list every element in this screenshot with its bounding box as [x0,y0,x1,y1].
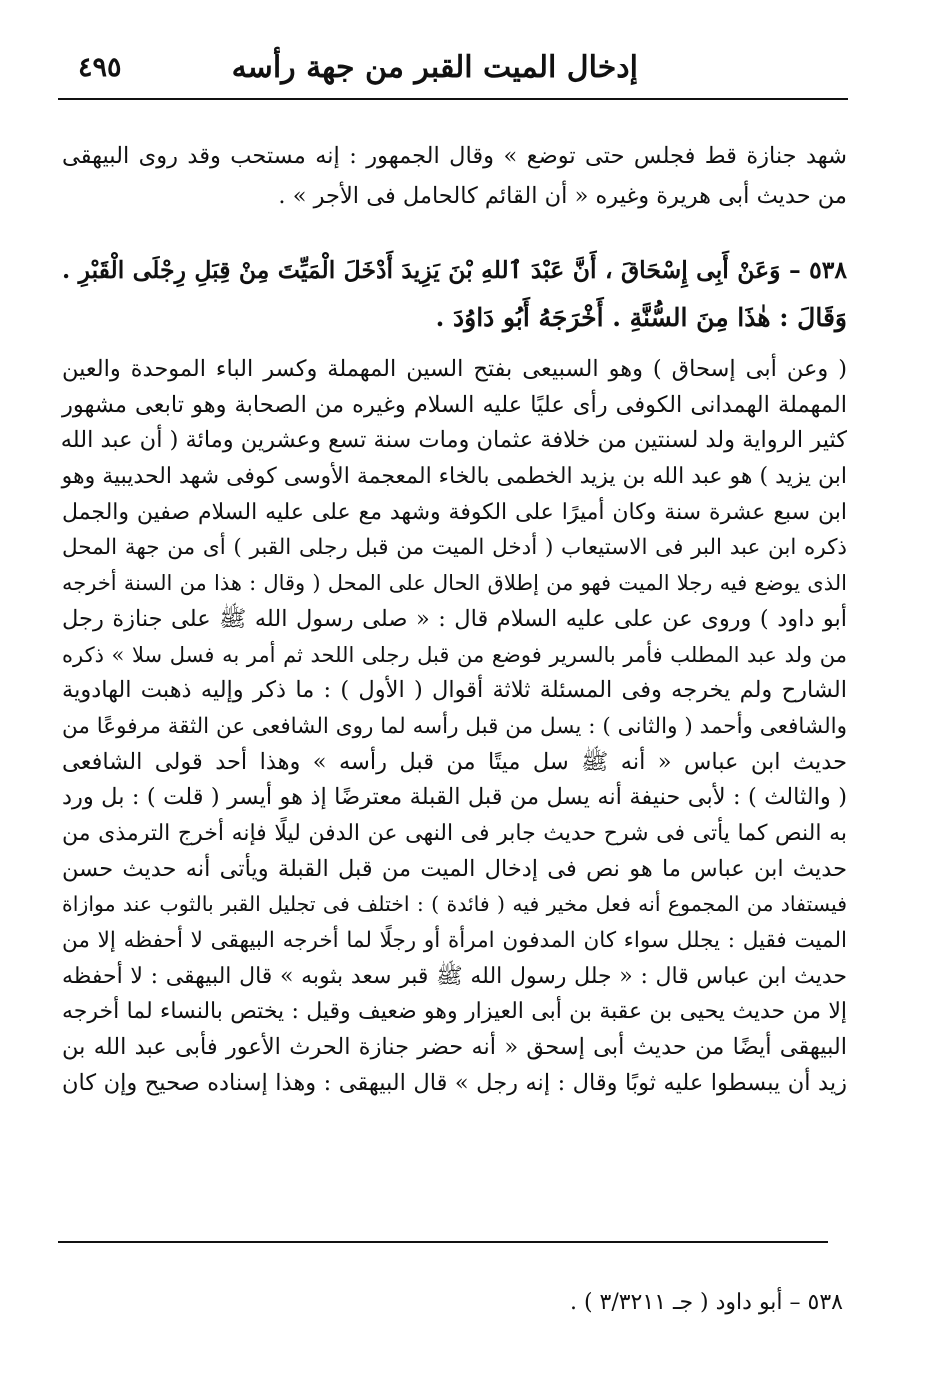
running-header [58,46,848,96]
commentary-line: والشافعى وأحمد ( والثانى ) : يسل من قبل رأسه لما روى الشافعى عن الثقة مرفوعًا من [62,713,847,739]
commentary-line: إلا من حديث يحيى بن عقبة بن أبى العيزار وهو ضعيف وقيل : يختص بالنساء لما أخرجه [62,999,847,1025]
chapter-title: إدخال الميت القبر من جهة رأسه [231,50,638,85]
commentary-line: فيستفاد من المجموع أنه فعل مخير فيه ( فائدة ) : اختلف فى تجليل القبر بالثوب عند موازاة [62,892,847,917]
commentary-line: حديث ابن عباس قال : « جلل رسول الله ﷺ قبر سعد بثوبه » قال البيهقى : لا أحفظه [62,963,847,989]
commentary-line: من ولد عبد المطلب فأمر بالسرير فوضع من قبل رجلى اللحد ثم أمر به فسل سلا » ذكره [62,642,847,667]
commentary-line: حديث ابن عباس « أنه ﷺ سل ميتًا من قبل رأسه » وهذا أحد قولى الشافعى [62,748,847,775]
commentary-line: ذكره ابن عبد البر فى الاستيعاب ( أدخل الميت من قبل رجلى القبر ) أى من جهة المحل [62,535,847,561]
commentary-line: كثير الرواية ولد لسنتين من خلافة عثمان ومات سنة تسع وعشرين ومائة ( أن عبد الله [60,427,847,454]
header-divider [58,98,848,100]
footnote-divider [58,1241,828,1243]
commentary-paragraph [62,352,847,1101]
text-line: شهد جنازة قط فجلس حتى توضع » وقال الجمهور : إنه مستحب وقد روى البيهقى [62,143,847,169]
hadith-line: وَقَالَ : هٰذَا مِنَ السُّنَّةِ . أَخْرَجَهُ أَبُو دَاوُدَ . [435,303,847,332]
continued-paragraph [62,136,847,216]
commentary-line: البيهقى أيضًا من حديث أبى إسحق « أنه حضر جنازة الحرث الأعور فأبى عبد الله بن [62,1034,847,1061]
commentary-line: الذى يوضع فيه رجلا الميت فهو من إطلاق الحال على المحل ( وقال : هذا من السنة أخرجه [62,571,847,596]
footnote: ٥٣٨ – أبو داود ( جـ ٣/٣٢١١ ) . [569,1290,843,1315]
commentary-line: أبو داود ) وروى عن على عليه السلام قال : « صلى رسول الله ﷺ على جنازة رجل [62,605,847,632]
commentary-line: المهملة الهمدانى الكوفى رأى عليًا عليه السلام وغيره من الصحابة وهو تابعى مشهور [62,391,847,418]
commentary-line: به النص كما يأتى فى شرح حديث جابر فى النهى عن الدفن ليلًا فإنه أخرج الترمذى من [62,820,847,846]
commentary-line: ابن يزيد ) هو عبد الله بن يزيد الخطمى بالخاء المعجمة الأوسى كوفى شهد الحديبية وهو [61,464,847,490]
commentary-line: زيد أن يبسطوا عليه ثوبًا وقال : إنه رجل » قال البيهقى : وهذا إسناده صحيح وإن كان [62,1069,847,1096]
commentary-line: الميت فقيل : يجلل سواء كان المدفون امرأة أو رجلًا لما أخرجه البيهقى لا أحفظه إلا من [62,928,847,953]
commentary-line: حديث ابن عباس ما هو نص فى إدخال الميت من قبل القبلة ويأتى أنه حديث حسن [62,855,847,882]
commentary-line: ( وعن أبى إسحاق ) وهو السبيعى بفتح السين المهملة وكسر الباء الموحدة والعين [62,356,847,382]
hadith-text [62,246,847,342]
commentary-line: ( والثالث ) : لأبى حنيفة أنه يسل من قبل القبلة معترضًا إذ هو أيسر ( قلت ) : بل ورد [62,784,847,811]
text-line: من حديث أبى هريرة وغيره « أن القائم كالحامل فى الأجر » . [278,183,847,209]
commentary-line: ابن سبع عشرة سنة وكان أميرًا على الكوفة وشهد مع على عليه السلام صفين والجمل [62,499,847,525]
commentary-line: الشارح ولم يخرجه وفى المسئلة ثلاثة أقوال ( الأول ) : ما ذكر وإليه ذهبت الهادوية [62,677,847,704]
page-number: ٤٩٥ [78,52,122,83]
hadith-line: ٥٣٨ – وَعَنْ أَبِى إِسْحَاقَ ، أَنَّ عَبْدَ ٱللهِ بْنَ يَزِيدَ أَدْخَلَ الْمَيِّتَ مِنْ قِبَلِ رِجْلَى الْقَبْرِ . [62,256,847,284]
